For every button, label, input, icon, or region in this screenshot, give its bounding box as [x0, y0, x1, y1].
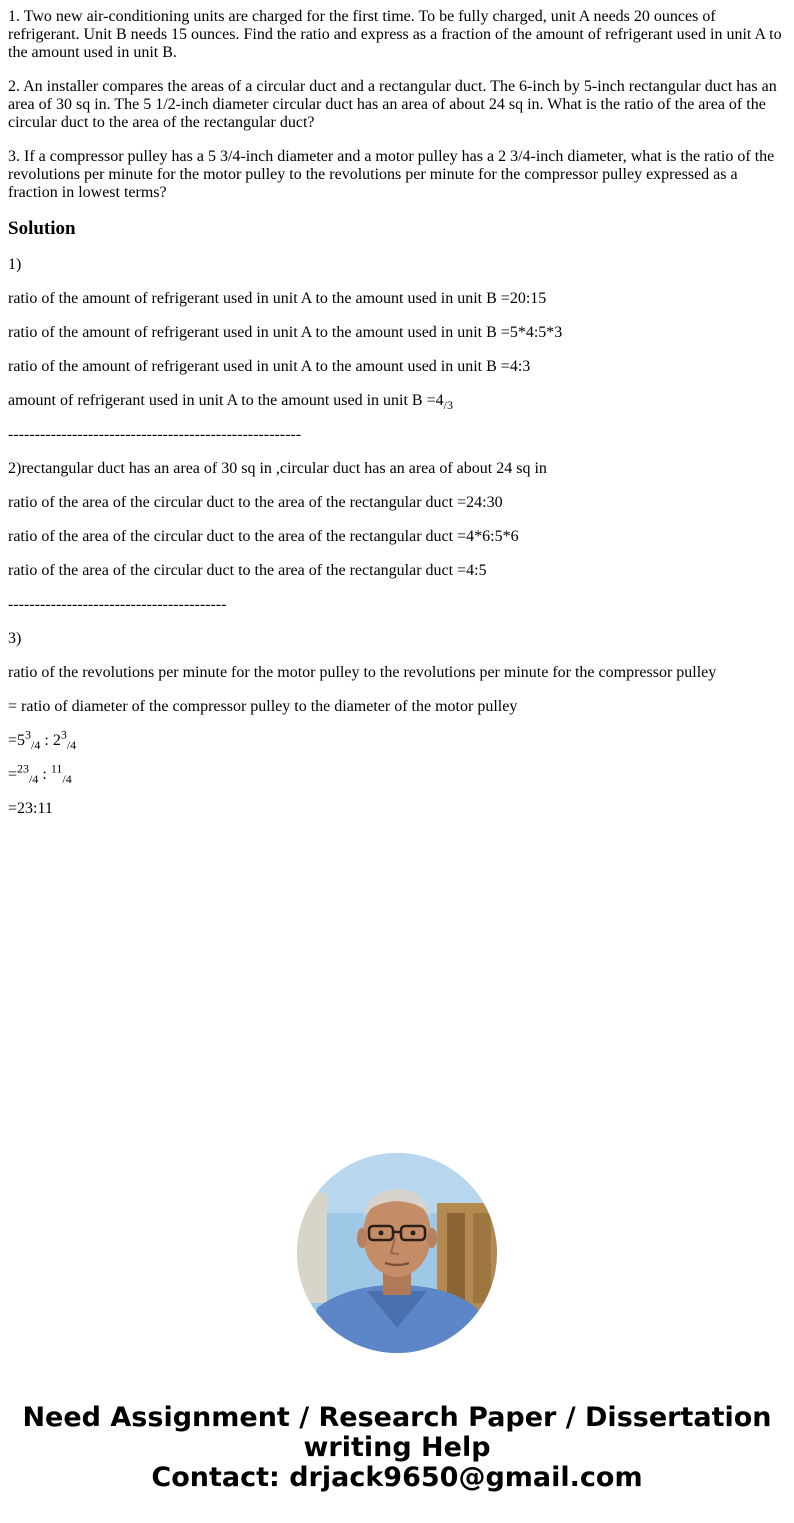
part3-result: =23:11: [8, 800, 53, 817]
part1-line-3: ratio of the amount of refrigerant used in unit A to the amount used in unit B =4:3: [8, 358, 531, 375]
step1-whole-b: : 2: [40, 732, 61, 749]
part2-line-1: 2)rectangular duct has an area of 30 sq in ,circular duct has an area of about 24 sq in: [8, 460, 547, 477]
step1-num-b: 3: [60, 727, 67, 742]
author-portrait-image: [297, 1153, 497, 1353]
solution-heading: Solution: [8, 218, 76, 239]
step1-whole-a: =5: [8, 732, 26, 749]
footer-contact: Contact: drjack9650@gmail.com: [151, 1462, 643, 1493]
part1-line-1: ratio of the amount of refrigerant used in unit A to the amount used in unit B =20:15: [8, 290, 547, 307]
part1-line-2: ratio of the amount of refrigerant used in unit A to the amount used in unit B =5*4:5*3: [8, 324, 563, 341]
step2-sep: :: [38, 766, 51, 783]
question-3: 3. If a compressor pulley has a 5 3/4-inch diameter and a motor pulley has a 2 3/4-inch diameter, what is the ratio of the revolutions per minute for the motor pulley to the revolutions per minute for the compressor pulley expressed as a fraction in lowest terms?: [8, 148, 775, 201]
part3-step-2: [8, 761, 786, 787]
question-1: 1. Two new air-conditioning units are charged for the first time. To be fully charged, unit A needs 20 ounces of refrigerant. Unit B needs 15 ounces. Find the ratio and express as a fraction of the amount of refrigerant used in unit A to the amount used in unit B.: [8, 8, 782, 61]
footer-line-2: writing Help: [303, 1432, 491, 1463]
step2-num-a: 23: [17, 761, 30, 776]
question-2: 2. An installer compares the areas of a circular duct and a rectangular duct. The 6-inch by 5-inch rectangular duct has an area of 30 sq in. The 5 1/2-inch diameter circular duct has an area of about 24 sq in. What is the ratio of the area of the circular duct to the area of the rectangular duct?: [8, 78, 777, 131]
part1-fraction-text: amount of refrigerant used in unit A to the amount used in unit B =4: [8, 392, 444, 409]
footer-line-1: Need Assignment / Research Paper / Dissertation: [22, 1402, 772, 1433]
part1-divider: -------------------------------------------------------: [8, 426, 302, 443]
step2-den-b: /4: [62, 772, 72, 787]
part2-line-2: ratio of the area of the circular duct to the area of the rectangular duct =24:30: [8, 494, 503, 511]
part2-line-3: ratio of the area of the circular duct to the area of the rectangular duct =4*6:5*6: [8, 528, 519, 545]
part1-fraction-line: [8, 392, 786, 413]
part2-divider: -----------------------------------------: [8, 596, 227, 613]
part1-label: 1): [8, 256, 22, 273]
step1-den-a: /4: [31, 738, 41, 753]
step2-eq: =: [8, 766, 18, 783]
part3-line-1: ratio of the revolutions per minute for the motor pulley to the revolutions per minute for the compressor pulley: [8, 664, 717, 681]
author-avatar: [297, 1153, 497, 1353]
step1-num-a: 3: [25, 727, 32, 742]
step2-den-a: /4: [29, 772, 39, 787]
step2-num-b: 11: [50, 761, 63, 776]
part3-step-1: [8, 727, 786, 753]
part1-fraction-denominator: /3: [443, 398, 453, 413]
part3-line-2: = ratio of diameter of the compressor pulley to the diameter of the motor pulley: [8, 698, 518, 715]
step1-den-b: /4: [66, 738, 77, 753]
footer-promo: [0, 1403, 794, 1493]
part3-label: 3): [8, 630, 22, 647]
part2-line-4: ratio of the area of the circular duct to the area of the rectangular duct =4:5: [8, 562, 487, 579]
